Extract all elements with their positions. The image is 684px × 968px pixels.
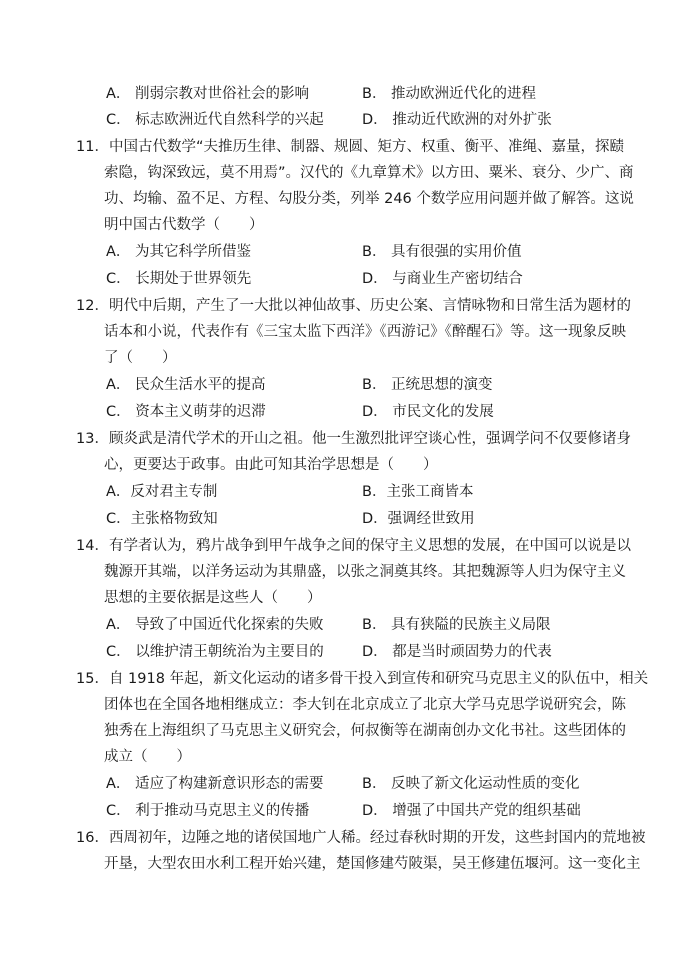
question-text-line: 13．顾炎武是清代学术的开山之祖。他一生激烈批评空谈心性，强调学问不仅要修诸身 [76,431,631,447]
question-text-line: 成立（ ） [104,749,191,765]
question-text-line: 团体也在全国各地相继成立：李大钊在北京成立了北京大学马克思学说研究会，陈 [104,697,626,713]
option-b: B． 正统思想的演变 [362,377,493,393]
option-d: D． 增强了中国共产党的组织基础 [362,803,581,819]
option-c: C． 资本主义萌芽的迟滞 [106,404,266,420]
question-text-line: 开垦，大型农田水利工程开始兴建，楚国修建芍陂渠，吴王修建伍堰河。这一变化主 [104,856,641,872]
question-text-line: 12．明代中后期，产生了一大批以神仙故事、历史公案、言情咏物和日常生活为题材的 [76,298,631,314]
question-text-line: 16．西周初年，边陲之地的诸侯国地广人稀。经过春秋时期的开发，这些封国内的荒地被 [76,830,646,846]
question-text-line: 索隐，钩深致远，莫不用焉”。汉代的《九章算术》以方田、粟米、衰分、少广、商 [104,165,634,181]
question-text-line: 话本和小说，代表作有《三宝太监下西洋》《西游记》《醉醒石》等。这一现象反映 [104,324,626,340]
option-b: B． 具有很强的实用价值 [362,244,522,260]
option-b: B．主张工商皆本 [362,484,474,500]
option-d: D． 市民文化的发展 [362,404,494,420]
question-text-line: 心，更要达于政事。由此可知其治学思想是（ ） [104,457,438,473]
option-a: A． 削弱宗教对世俗社会的影响 [106,86,310,102]
question-text-line: 独秀在上海组织了马克思主义研究会，何叔衡等在湖南创办文化书社。这些团体的 [104,723,626,739]
option-b: B． 反映了新文化运动性质的变化 [362,776,580,792]
option-c: C． 利于推动马克思主义的传播 [106,803,310,819]
option-b: B． 推动欧洲近代化的进程 [362,86,537,102]
option-a: A． 适应了构建新意识形态的需要 [106,776,324,792]
question-text-line: 思想的主要依据是这些人（ ） [104,590,322,606]
option-c: C． 长期处于世界领先 [106,271,252,287]
option-a: A．反对君主专制 [106,484,218,500]
option-c: C． 标志欧洲近代自然科学的兴起 [106,112,324,128]
question-text-line: 功、均输、盈不足、方程、勾股分类，列举 246 个数学应用问题并做了解答。这说 [104,191,634,207]
option-d: D． 都是当时顽固势力的代表 [362,644,552,660]
option-a: A． 导致了中国近代化探索的失败 [106,617,324,633]
question-text-line: 了（ ） [104,350,177,366]
question-text-line: 魏源开其端，以洋务运动为其鼎盛，以张之洞奠其终。其把魏源等人归为保守主义 [104,564,626,580]
option-c: C．主张格物致知 [106,511,218,527]
question-text-line: 14．有学者认为，鸦片战争到甲午战争之间的保守主义思想的发展，在中国可以说是以 [76,538,631,554]
question-text-line: 明中国古代数学（ ） [104,217,264,233]
option-d: D． 与商业生产密切结合 [362,271,523,287]
option-d: D．强调经世致用 [362,511,475,527]
option-d: D． 推动近代欧洲的对外扩张 [362,112,552,128]
option-b: B． 具有狭隘的民族主义局限 [362,617,551,633]
question-text-line: 11．中国古代数学“夫推历生律、制器、规圆、矩方、权重、衡平、准绳、嘉量，探赜 [76,139,624,155]
option-c: C． 以维护清王朝统治为主要目的 [106,644,324,660]
option-a: A． 为其它科学所借鉴 [106,244,252,260]
option-a: A． 民众生活水平的提高 [106,377,266,393]
question-text-line: 15．自 1918 年起，新文化运动的诸多骨干投入到宣传和研究马克思主义的队伍中，相关 [76,671,649,687]
